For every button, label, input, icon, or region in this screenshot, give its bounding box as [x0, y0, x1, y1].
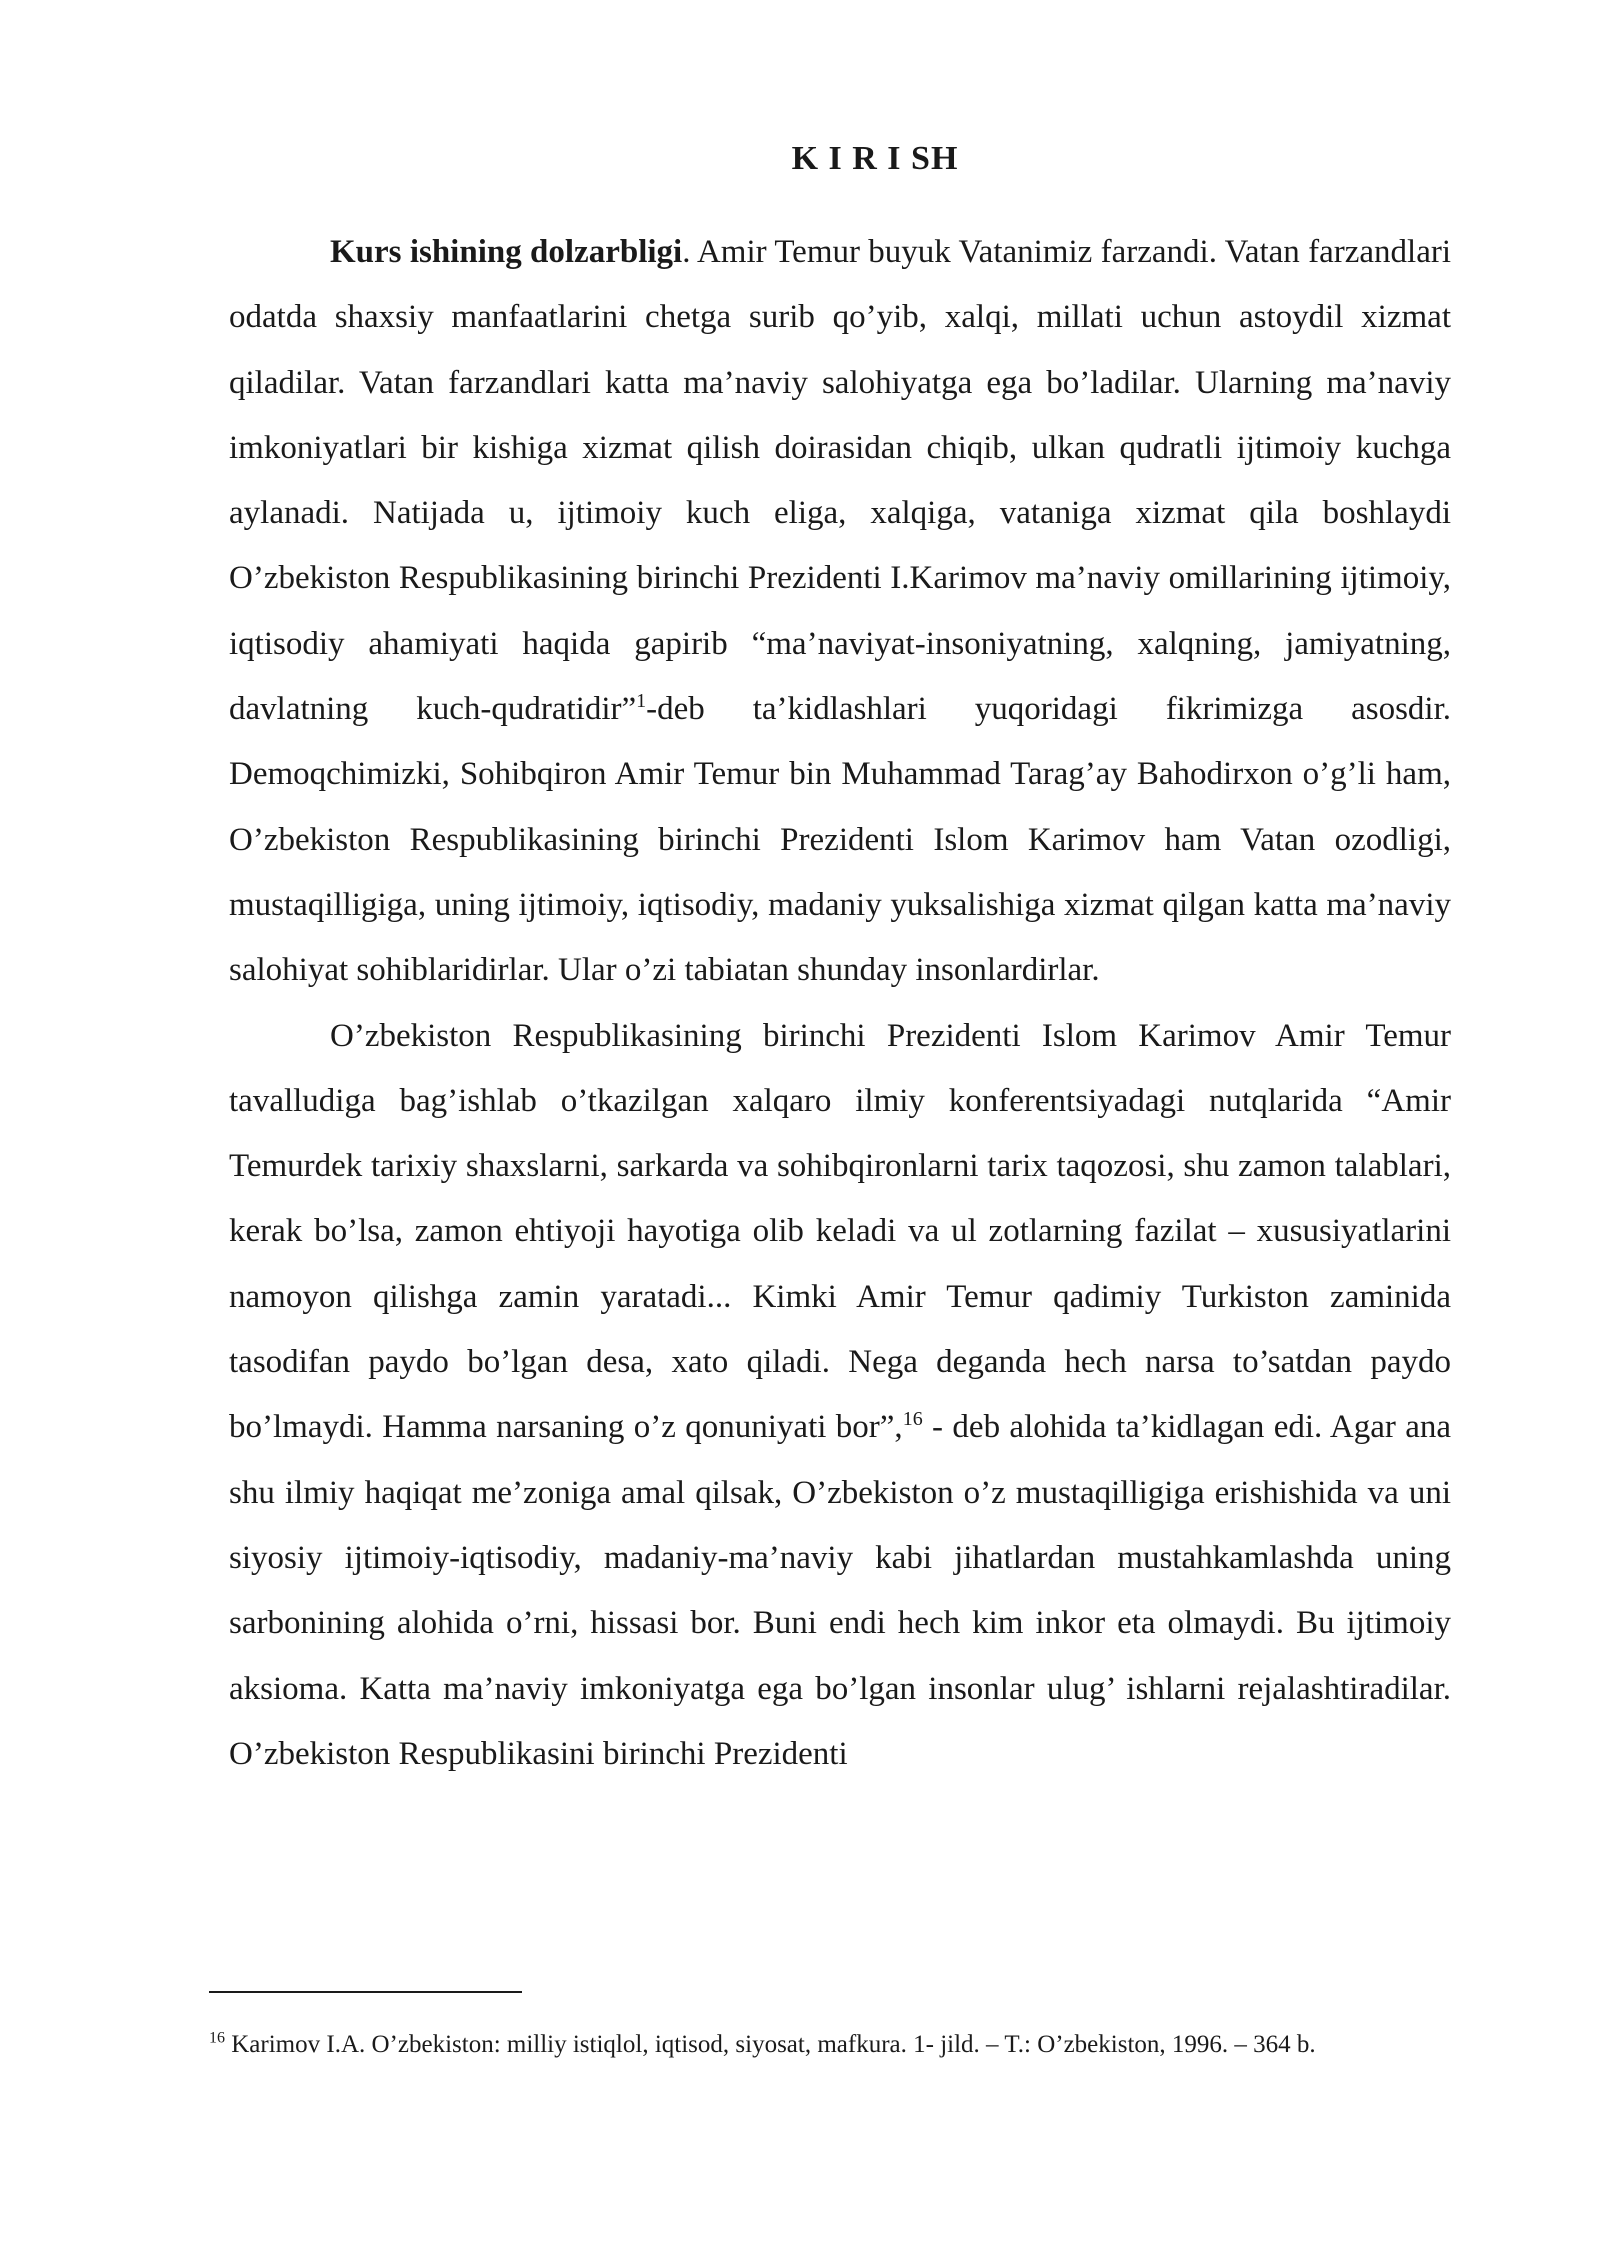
footnote [209, 2020, 1449, 2069]
paragraph-text: - deb alohida ta’kidlagan edi. Agar ana shu ilmiy haqiqat me’zoniga amal qilsak, O’zbekiston o’z mustaqilligiga erishishida va uni siyosiy ijtimoiy-iqtisodiy, madaniy-ma’naviy kabi jihatlardan mustahkamlashda uning sarbonining alohida o’rni, hissasi bor. Buni endi hech kim inkor eta olmaydi. Bu ijtimoiy aksioma. Katta ma’naviy imkoniyatga ega bo’lgan insonlar ulug’ ishlarni rejalashtiradilar. O’zbekiston Respublikasini birinchi Prezidenti [229, 1409, 1451, 1772]
footnote-marker: 16 [209, 2029, 225, 2047]
footnote-text: Karimov I.A. O’zbekiston: milliy istiqlol, iqtisod, siyosat, mafkura. 1- jild. – T.: O’zbekiston, 1996. – 364 b. [225, 2031, 1316, 2058]
paragraph-lead: Kurs ishining dolzarbligi [330, 234, 683, 270]
paragraph-text: -deb ta’kidlashlari yuqoridagi fikrimizga asosdir. Demoqchimizki, Sohibqiron Amir Temur bin Muhammad Tarag’ay Bahodirxon o’g’li ham, O’zbekiston Respublikasining birinchi Prezidenti Islom Karimov ham Vatan ozodligi, mustaqilligiga, uning ijtimoiy, iqtisodiy, madaniy yuksalishiga xizmat qilgan katta ma’naviy salohiyat sohiblaridirlar. Ular o’zi tabiatan shunday insonlardirlar. [229, 691, 1451, 989]
body-text [229, 220, 1451, 1787]
paragraph-text: . Amir Temur buyuk Vatanimiz farzandi. Vatan farzandlari odatda shaxsiy manfaatlarini chetga surib qo’yib, xalqi, millati uchun astoydil xizmat qiladilar. Vatan farzandlari katta ma’naviy salohiyatga ega bo’ladilar. Ularning ma’naviy imkoniyatlari bir kishiga xizmat qilish doirasidan chiqib, ulkan qudratli ijtimoiy kuchga aylanadi. Natijada u, ijtimoiy kuch eliga, xalqiga, vataniga xizmat qila boshlaydi O’zbekiston Respublikasining birinchi Prezidenti I.Karimov ma’naviy omillarining ijtimoiy, iqtisodiy ahamiyati haqida gapirib “ma’naviyat-insoniyatning, xalqning, jamiyatning, davlatning kuch-qudratidir” [229, 234, 1451, 728]
footnote-reference: 1 [636, 690, 647, 713]
paragraph-relevance [229, 220, 1451, 1004]
paragraph-text: O’zbekiston Respublikasining birinchi Prezidenti Islom Karimov Amir Temur tavalludiga bag’ishlab o’tkazilgan xalqaro ilmiy konferentsiyadagi nutqlarida “Amir Temurdek tarixiy shaxslarni, sarkarda va sohibqironlarni tarix taqozosi, shu zamon talablari, kerak bo’lsa, zamon ehtiyoji hayotiga olib keladi va ul zotlarning fazilat – xususiyatlarini namoyon qilishga zamin yaratadi... Kimki Amir Temur qadimiy Turkiston zaminida tasodifan paydo bo’lgan desa, xato qiladi. Nega deganda hech narsa to’satdan paydo bo’lmaydi. Hamma narsaning o’z qonuniyati bor”, [229, 1017, 1451, 1446]
footnote-separator [209, 1991, 522, 1993]
page-title: K I R I SH [791, 140, 959, 177]
paragraph-karimov-speech [229, 1004, 1451, 1788]
footnote-reference: 16 [902, 1408, 923, 1431]
